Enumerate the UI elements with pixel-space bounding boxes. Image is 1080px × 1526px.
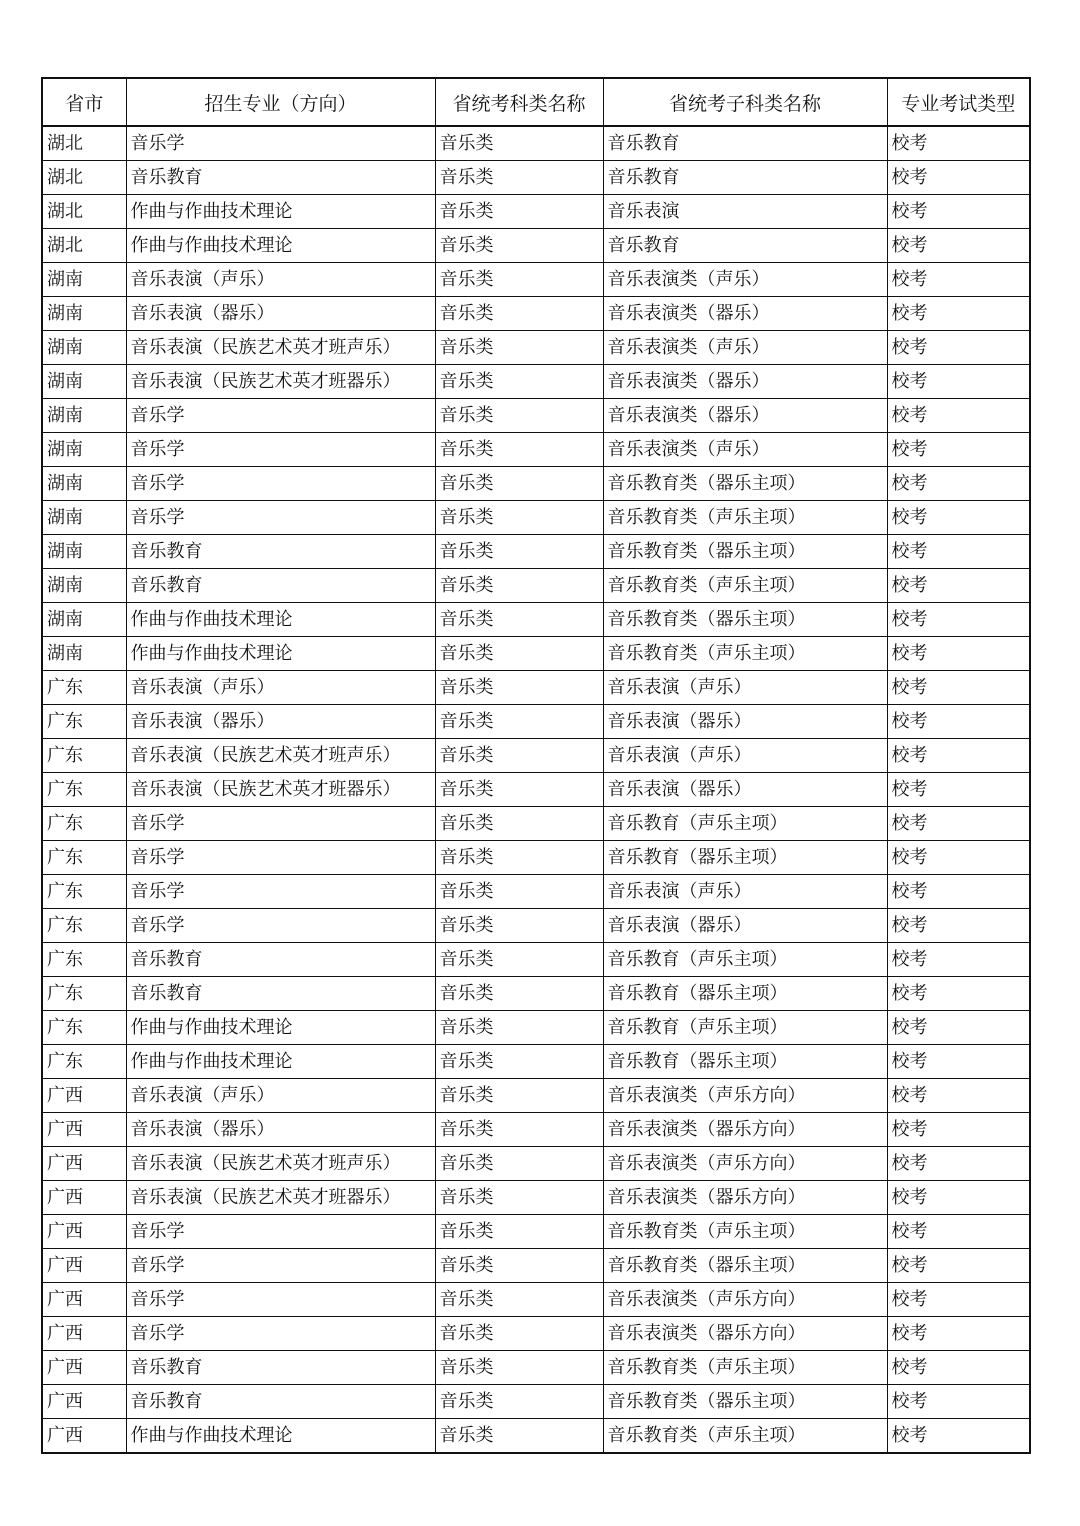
cell-exam-type: 校考 xyxy=(887,1045,1030,1079)
cell-exam-category: 音乐类 xyxy=(435,1011,603,1045)
cell-major: 音乐教育 xyxy=(126,569,435,603)
table-row xyxy=(42,331,1030,365)
cell-province: 广东 xyxy=(42,977,126,1011)
cell-major: 音乐学 xyxy=(126,126,435,161)
cell-province: 广东 xyxy=(42,1011,126,1045)
cell-exam-category: 音乐类 xyxy=(435,1215,603,1249)
cell-province: 广西 xyxy=(42,1181,126,1215)
cell-major: 作曲与作曲技术理论 xyxy=(126,1419,435,1454)
cell-exam-subcategory: 音乐表演类（器乐方向） xyxy=(603,1181,887,1215)
cell-major: 音乐表演（民族艺术英才班器乐） xyxy=(126,365,435,399)
table-row xyxy=(42,263,1030,297)
cell-province: 广东 xyxy=(42,773,126,807)
cell-major: 作曲与作曲技术理论 xyxy=(126,1011,435,1045)
cell-major: 音乐表演（声乐） xyxy=(126,671,435,705)
cell-province: 广西 xyxy=(42,1147,126,1181)
cell-province: 湖南 xyxy=(42,399,126,433)
table-row xyxy=(42,1385,1030,1419)
cell-exam-category: 音乐类 xyxy=(435,263,603,297)
cell-province: 湖北 xyxy=(42,126,126,161)
cell-exam-type: 校考 xyxy=(887,1011,1030,1045)
cell-exam-subcategory: 音乐教育（声乐主项） xyxy=(603,1011,887,1045)
table-row xyxy=(42,1079,1030,1113)
cell-exam-subcategory: 音乐表演类（声乐） xyxy=(603,331,887,365)
cell-major: 音乐教育 xyxy=(126,161,435,195)
cell-province: 广西 xyxy=(42,1283,126,1317)
table-row xyxy=(42,875,1030,909)
cell-exam-type: 校考 xyxy=(887,1181,1030,1215)
cell-exam-category: 音乐类 xyxy=(435,739,603,773)
table-row xyxy=(42,807,1030,841)
cell-major: 音乐学 xyxy=(126,909,435,943)
cell-exam-category: 音乐类 xyxy=(435,161,603,195)
cell-exam-type: 校考 xyxy=(887,909,1030,943)
cell-exam-type: 校考 xyxy=(887,1419,1030,1454)
table-row xyxy=(42,705,1030,739)
cell-major: 音乐表演（器乐） xyxy=(126,297,435,331)
cell-province: 广东 xyxy=(42,739,126,773)
cell-exam-type: 校考 xyxy=(887,1113,1030,1147)
cell-exam-category: 音乐类 xyxy=(435,1249,603,1283)
cell-major: 音乐表演（器乐） xyxy=(126,1113,435,1147)
cell-exam-subcategory: 音乐表演（器乐） xyxy=(603,705,887,739)
cell-major: 作曲与作曲技术理论 xyxy=(126,195,435,229)
cell-major: 音乐学 xyxy=(126,399,435,433)
cell-exam-category: 音乐类 xyxy=(435,126,603,161)
cell-major: 音乐表演（声乐） xyxy=(126,263,435,297)
cell-exam-subcategory: 音乐教育类（声乐主项） xyxy=(603,1419,887,1454)
cell-exam-category: 音乐类 xyxy=(435,501,603,535)
cell-exam-type: 校考 xyxy=(887,1079,1030,1113)
cell-exam-category: 音乐类 xyxy=(435,1419,603,1454)
cell-exam-subcategory: 音乐表演类（器乐方向） xyxy=(603,1113,887,1147)
cell-province: 湖南 xyxy=(42,433,126,467)
cell-major: 音乐表演（民族艺术英才班器乐） xyxy=(126,773,435,807)
cell-major: 音乐学 xyxy=(126,1283,435,1317)
cell-exam-subcategory: 音乐表演类（声乐） xyxy=(603,263,887,297)
cell-exam-category: 音乐类 xyxy=(435,535,603,569)
cell-exam-category: 音乐类 xyxy=(435,1385,603,1419)
cell-province: 湖南 xyxy=(42,467,126,501)
table-row xyxy=(42,637,1030,671)
cell-major: 音乐学 xyxy=(126,807,435,841)
cell-major: 音乐教育 xyxy=(126,943,435,977)
cell-province: 广东 xyxy=(42,671,126,705)
cell-province: 广东 xyxy=(42,807,126,841)
cell-exam-category: 音乐类 xyxy=(435,603,603,637)
cell-province: 广西 xyxy=(42,1215,126,1249)
table-row xyxy=(42,671,1030,705)
cell-major: 音乐表演（民族艺术英才班声乐） xyxy=(126,1147,435,1181)
cell-exam-category: 音乐类 xyxy=(435,841,603,875)
cell-province: 湖北 xyxy=(42,195,126,229)
cell-exam-category: 音乐类 xyxy=(435,671,603,705)
cell-exam-category: 音乐类 xyxy=(435,1113,603,1147)
cell-exam-category: 音乐类 xyxy=(435,977,603,1011)
cell-exam-type: 校考 xyxy=(887,1283,1030,1317)
cell-major: 音乐教育 xyxy=(126,535,435,569)
cell-exam-subcategory: 音乐表演（声乐） xyxy=(603,739,887,773)
cell-exam-category: 音乐类 xyxy=(435,1147,603,1181)
table-row xyxy=(42,841,1030,875)
table-body xyxy=(42,126,1030,1453)
cell-exam-type: 校考 xyxy=(887,773,1030,807)
cell-exam-category: 音乐类 xyxy=(435,467,603,501)
cell-major: 音乐表演（民族艺术英才班声乐） xyxy=(126,739,435,773)
table-row xyxy=(42,909,1030,943)
cell-exam-subcategory: 音乐教育 xyxy=(603,126,887,161)
cell-exam-type: 校考 xyxy=(887,1215,1030,1249)
cell-exam-subcategory: 音乐教育 xyxy=(603,229,887,263)
cell-exam-type: 校考 xyxy=(887,739,1030,773)
cell-exam-subcategory: 音乐教育类（器乐主项） xyxy=(603,535,887,569)
cell-major: 音乐教育 xyxy=(126,977,435,1011)
cell-exam-subcategory: 音乐表演（声乐） xyxy=(603,671,887,705)
table-row xyxy=(42,433,1030,467)
cell-exam-category: 音乐类 xyxy=(435,807,603,841)
cell-province: 湖北 xyxy=(42,161,126,195)
table-row xyxy=(42,1147,1030,1181)
cell-exam-subcategory: 音乐教育 xyxy=(603,161,887,195)
cell-exam-category: 音乐类 xyxy=(435,1079,603,1113)
cell-exam-type: 校考 xyxy=(887,569,1030,603)
cell-exam-category: 音乐类 xyxy=(435,637,603,671)
cell-exam-type: 校考 xyxy=(887,1351,1030,1385)
cell-exam-category: 音乐类 xyxy=(435,1181,603,1215)
cell-exam-subcategory: 音乐教育（声乐主项） xyxy=(603,943,887,977)
cell-exam-category: 音乐类 xyxy=(435,1317,603,1351)
cell-province: 广东 xyxy=(42,841,126,875)
cell-major: 音乐表演（器乐） xyxy=(126,705,435,739)
table-row xyxy=(42,1249,1030,1283)
cell-exam-subcategory: 音乐表演类（器乐方向） xyxy=(603,1317,887,1351)
cell-exam-category: 音乐类 xyxy=(435,433,603,467)
table-row xyxy=(42,229,1030,263)
cell-exam-subcategory: 音乐表演类（声乐方向） xyxy=(603,1147,887,1181)
cell-exam-type: 校考 xyxy=(887,365,1030,399)
header-major: 招生专业（方向） xyxy=(126,78,435,126)
cell-exam-subcategory: 音乐教育（声乐主项） xyxy=(603,807,887,841)
cell-major: 音乐表演（民族艺术英才班器乐） xyxy=(126,1181,435,1215)
cell-province: 湖南 xyxy=(42,331,126,365)
cell-exam-category: 音乐类 xyxy=(435,943,603,977)
table-row xyxy=(42,126,1030,161)
table-row xyxy=(42,161,1030,195)
cell-exam-type: 校考 xyxy=(887,1249,1030,1283)
table-row xyxy=(42,297,1030,331)
cell-exam-category: 音乐类 xyxy=(435,297,603,331)
cell-exam-category: 音乐类 xyxy=(435,705,603,739)
cell-exam-subcategory: 音乐表演（声乐） xyxy=(603,875,887,909)
table-row xyxy=(42,569,1030,603)
table-row xyxy=(42,365,1030,399)
cell-major: 音乐表演（民族艺术英才班声乐） xyxy=(126,331,435,365)
cell-exam-category: 音乐类 xyxy=(435,1283,603,1317)
table-row xyxy=(42,1215,1030,1249)
table-row xyxy=(42,535,1030,569)
cell-province: 湖南 xyxy=(42,297,126,331)
cell-major: 作曲与作曲技术理论 xyxy=(126,1045,435,1079)
table-header xyxy=(42,78,1030,126)
cell-exam-type: 校考 xyxy=(887,399,1030,433)
cell-exam-type: 校考 xyxy=(887,943,1030,977)
cell-province: 广西 xyxy=(42,1249,126,1283)
cell-exam-category: 音乐类 xyxy=(435,399,603,433)
table-row xyxy=(42,773,1030,807)
cell-exam-type: 校考 xyxy=(887,126,1030,161)
header-exam-type: 专业考试类型 xyxy=(887,78,1030,126)
cell-exam-subcategory: 音乐表演类（声乐方向） xyxy=(603,1283,887,1317)
cell-exam-type: 校考 xyxy=(887,331,1030,365)
cell-exam-subcategory: 音乐教育类（声乐主项） xyxy=(603,1351,887,1385)
cell-exam-category: 音乐类 xyxy=(435,195,603,229)
cell-province: 广西 xyxy=(42,1419,126,1454)
cell-exam-subcategory: 音乐表演类（器乐） xyxy=(603,297,887,331)
header-row xyxy=(42,78,1030,126)
cell-province: 广西 xyxy=(42,1079,126,1113)
cell-exam-type: 校考 xyxy=(887,195,1030,229)
cell-exam-type: 校考 xyxy=(887,1317,1030,1351)
cell-exam-type: 校考 xyxy=(887,841,1030,875)
table-row xyxy=(42,977,1030,1011)
cell-exam-type: 校考 xyxy=(887,977,1030,1011)
cell-exam-subcategory: 音乐表演（器乐） xyxy=(603,773,887,807)
table-row xyxy=(42,1283,1030,1317)
cell-province: 广东 xyxy=(42,943,126,977)
cell-exam-type: 校考 xyxy=(887,467,1030,501)
cell-exam-type: 校考 xyxy=(887,637,1030,671)
cell-province: 广东 xyxy=(42,875,126,909)
cell-exam-subcategory: 音乐表演（器乐） xyxy=(603,909,887,943)
cell-exam-type: 校考 xyxy=(887,263,1030,297)
cell-province: 湖北 xyxy=(42,229,126,263)
cell-major: 音乐学 xyxy=(126,1215,435,1249)
cell-major: 音乐学 xyxy=(126,467,435,501)
cell-exam-subcategory: 音乐教育类（声乐主项） xyxy=(603,1215,887,1249)
table-row xyxy=(42,1419,1030,1454)
table-row xyxy=(42,467,1030,501)
cell-province: 广西 xyxy=(42,1385,126,1419)
cell-major: 音乐学 xyxy=(126,841,435,875)
table-row xyxy=(42,399,1030,433)
cell-exam-subcategory: 音乐表演 xyxy=(603,195,887,229)
cell-major: 音乐学 xyxy=(126,1317,435,1351)
cell-province: 湖南 xyxy=(42,637,126,671)
table-row xyxy=(42,1181,1030,1215)
cell-exam-subcategory: 音乐教育类（器乐主项） xyxy=(603,603,887,637)
table-row xyxy=(42,943,1030,977)
table-row xyxy=(42,501,1030,535)
cell-exam-type: 校考 xyxy=(887,875,1030,909)
cell-exam-category: 音乐类 xyxy=(435,773,603,807)
cell-exam-type: 校考 xyxy=(887,501,1030,535)
cell-major: 音乐学 xyxy=(126,1249,435,1283)
cell-exam-subcategory: 音乐教育类（声乐主项） xyxy=(603,569,887,603)
cell-exam-category: 音乐类 xyxy=(435,1045,603,1079)
cell-province: 湖南 xyxy=(42,365,126,399)
cell-exam-subcategory: 音乐教育（器乐主项） xyxy=(603,841,887,875)
cell-province: 湖南 xyxy=(42,501,126,535)
header-province: 省市 xyxy=(42,78,126,126)
table-row xyxy=(42,739,1030,773)
cell-exam-category: 音乐类 xyxy=(435,229,603,263)
cell-exam-type: 校考 xyxy=(887,603,1030,637)
cell-province: 广东 xyxy=(42,705,126,739)
cell-major: 音乐教育 xyxy=(126,1351,435,1385)
cell-province: 广西 xyxy=(42,1113,126,1147)
cell-province: 广东 xyxy=(42,1045,126,1079)
cell-exam-type: 校考 xyxy=(887,161,1030,195)
cell-province: 湖南 xyxy=(42,263,126,297)
cell-exam-subcategory: 音乐教育类（器乐主项） xyxy=(603,1249,887,1283)
cell-exam-category: 音乐类 xyxy=(435,1351,603,1385)
table-row xyxy=(42,195,1030,229)
cell-major: 作曲与作曲技术理论 xyxy=(126,229,435,263)
cell-exam-type: 校考 xyxy=(887,535,1030,569)
cell-exam-type: 校考 xyxy=(887,807,1030,841)
cell-exam-subcategory: 音乐表演类（声乐） xyxy=(603,433,887,467)
cell-province: 湖南 xyxy=(42,569,126,603)
cell-province: 湖南 xyxy=(42,535,126,569)
cell-exam-subcategory: 音乐表演类（声乐方向） xyxy=(603,1079,887,1113)
table-row xyxy=(42,1011,1030,1045)
cell-exam-subcategory: 音乐表演类（器乐） xyxy=(603,365,887,399)
cell-major: 音乐教育 xyxy=(126,1385,435,1419)
cell-major: 作曲与作曲技术理论 xyxy=(126,603,435,637)
cell-exam-category: 音乐类 xyxy=(435,331,603,365)
cell-exam-subcategory: 音乐教育（器乐主项） xyxy=(603,1045,887,1079)
cell-major: 音乐表演（声乐） xyxy=(126,1079,435,1113)
cell-exam-category: 音乐类 xyxy=(435,365,603,399)
cell-exam-subcategory: 音乐教育类（声乐主项） xyxy=(603,501,887,535)
cell-exam-subcategory: 音乐教育类（声乐主项） xyxy=(603,637,887,671)
cell-major: 音乐学 xyxy=(126,875,435,909)
cell-exam-category: 音乐类 xyxy=(435,875,603,909)
cell-exam-subcategory: 音乐表演类（器乐） xyxy=(603,399,887,433)
cell-exam-type: 校考 xyxy=(887,1147,1030,1181)
cell-province: 广西 xyxy=(42,1317,126,1351)
header-exam-category: 省统考科类名称 xyxy=(435,78,603,126)
cell-exam-type: 校考 xyxy=(887,433,1030,467)
cell-province: 广西 xyxy=(42,1351,126,1385)
header-exam-subcategory: 省统考子科类名称 xyxy=(603,78,887,126)
cell-exam-subcategory: 音乐教育类（器乐主项） xyxy=(603,1385,887,1419)
table-row xyxy=(42,1317,1030,1351)
cell-exam-subcategory: 音乐教育（器乐主项） xyxy=(603,977,887,1011)
cell-exam-category: 音乐类 xyxy=(435,909,603,943)
admissions-table xyxy=(41,77,1031,1454)
cell-exam-type: 校考 xyxy=(887,229,1030,263)
table-row xyxy=(42,603,1030,637)
cell-province: 湖南 xyxy=(42,603,126,637)
cell-exam-type: 校考 xyxy=(887,297,1030,331)
cell-exam-type: 校考 xyxy=(887,705,1030,739)
cell-major: 作曲与作曲技术理论 xyxy=(126,637,435,671)
table-row xyxy=(42,1113,1030,1147)
cell-major: 音乐学 xyxy=(126,433,435,467)
cell-province: 广东 xyxy=(42,909,126,943)
cell-exam-category: 音乐类 xyxy=(435,569,603,603)
cell-major: 音乐学 xyxy=(126,501,435,535)
cell-exam-subcategory: 音乐教育类（器乐主项） xyxy=(603,467,887,501)
table-row xyxy=(42,1351,1030,1385)
cell-exam-type: 校考 xyxy=(887,1385,1030,1419)
cell-exam-type: 校考 xyxy=(887,671,1030,705)
table-row xyxy=(42,1045,1030,1079)
